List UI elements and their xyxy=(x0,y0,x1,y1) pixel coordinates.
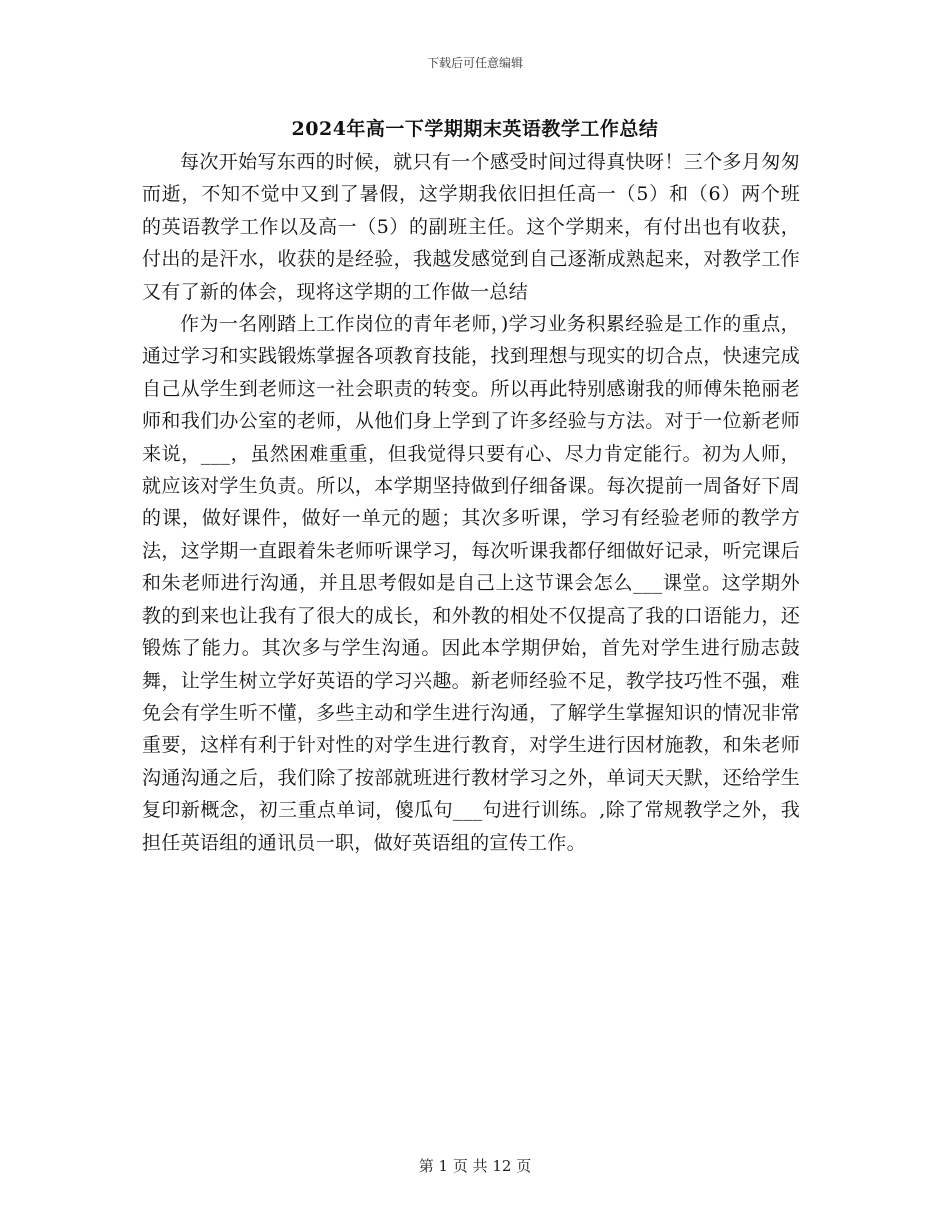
header-note: 下载后可任意编辑 xyxy=(426,56,523,70)
paragraph-teaching: 作为一名刚踏上工作岗位的青年老师，)学习业务积累经验是工作的重点，通过学习和实践锻炼掌握各项教育技能，找到理想与现实的切合点，快速完成自己从学生到老师这一社会职责的转变。所以再此特别感谢我的师傅朱艳丽老师和我们办公室的老师，从他们身上学到了许多经验与方法。对于一位新老师来说，___，虽然困难重重，但我觉得只要有心、尽力肯定能行。初为人师，就应该对学生负责。所以，本学期坚持做到仔细备课。每次提前一周备好下周的课，做好课件，做好一单元的题；其次多听课，学习有经验老师的教学方法，这学期一直跟着朱老师听课学习，每次听课我都仔细做好记录，听完课后和朱老师进行沟通，并且思考假如是自己上这节课会怎么___课堂。这学期外教的到来也让我有了很大的成长，和外教的相处不仅提高了我的口语能力，还锻炼了能力。其次多与学生沟通。因此本学期伊始，首先对学生进行励志鼓舞，让学生树立学好英语的学习兴趣。新老师经验不足，教学技巧性不强，难免会有学生听不懂，多些主动和学生进行沟通，了解学生掌握知识的情况非常重要，这样有利于针对性的对学生进行教育，对学生进行因材施教，和朱老师沟通沟通之后，我们除了按部就班进行教材学习之外，单词天天默，还给学生复印新概念，初三重点单词，傻瓜句___句进行训练。,除了常规教学之外，我担任英语组的通讯员一职，做好英语组的宣传工作。 xyxy=(142,313,800,854)
page-number: 第 1 页 共 12 页 xyxy=(418,1157,532,1175)
paragraph-intro: 每次开始写东西的时候，就只有一个感受时间过得真快呀！三个多月匆匆而逝，不知不觉中又到了暑假，这学期我依旧担任高一（5）和（6）两个班的英语教学工作以及高一（5）的副班主任。这个学期来，有付出也有收获，付出的是汗水，收获的是经验，我越发感觉到自己逐渐成熟起来，对教学工作又有了新的体会，现将这学期的工作做一总结 xyxy=(142,151,800,303)
document-title: 2024年高一下学期期末英语教学工作总结 xyxy=(291,118,659,140)
document-body xyxy=(142,146,800,859)
